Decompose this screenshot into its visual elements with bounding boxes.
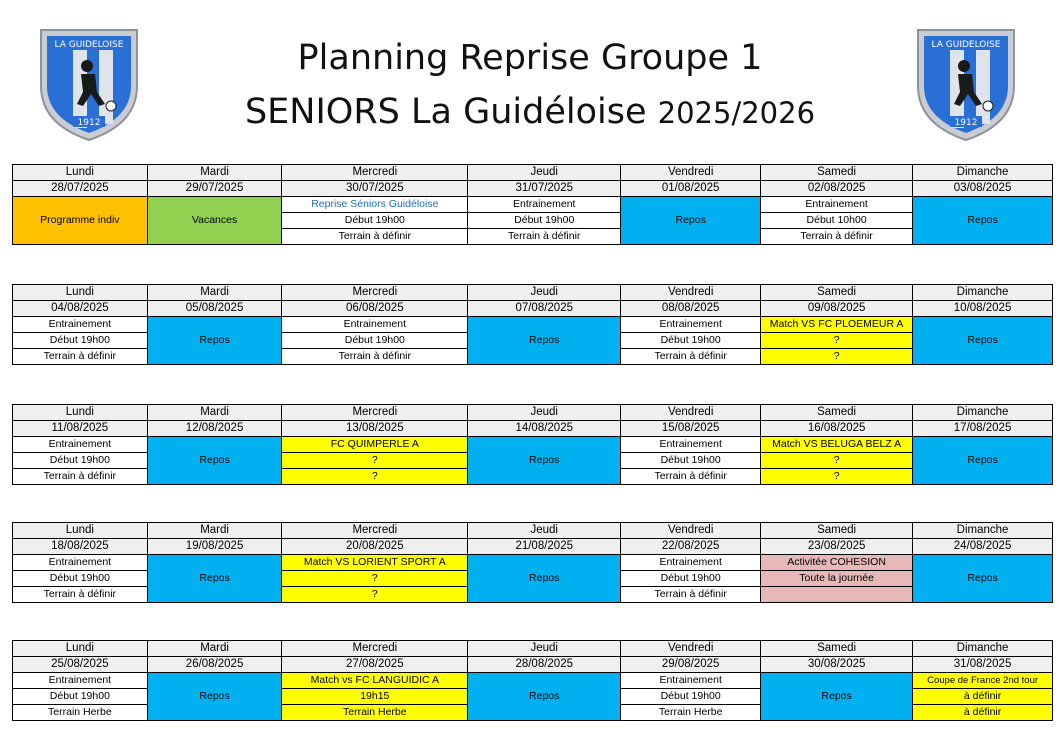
day-date: 08/08/2025 bbox=[621, 301, 761, 317]
day-date: 04/08/2025 bbox=[13, 301, 148, 317]
day-date: 19/08/2025 bbox=[147, 539, 282, 555]
merged-cell: Repos bbox=[468, 555, 621, 603]
merged-cell: Repos bbox=[761, 673, 913, 721]
activity-cell: ? bbox=[282, 469, 468, 485]
date-row bbox=[13, 301, 1053, 317]
activity-cell: Terrain à définir bbox=[621, 349, 761, 365]
day-name: Vendredi bbox=[621, 523, 761, 539]
week-table bbox=[12, 640, 1053, 721]
day-name: Mardi bbox=[147, 641, 282, 657]
day-name-row bbox=[13, 523, 1053, 539]
day-name: Lundi bbox=[13, 165, 148, 181]
day-date: 29/08/2025 bbox=[621, 657, 761, 673]
day-name: Jeudi bbox=[468, 165, 621, 181]
day-name: Mardi bbox=[147, 523, 282, 539]
club-logo-right bbox=[914, 26, 1018, 144]
day-name: Lundi bbox=[13, 641, 148, 657]
day-name: Dimanche bbox=[913, 523, 1053, 539]
day-name: Vendredi bbox=[621, 405, 761, 421]
day-date: 06/08/2025 bbox=[282, 301, 468, 317]
day-name: Dimanche bbox=[913, 405, 1053, 421]
activity-cell: Entrainement bbox=[13, 673, 148, 689]
day-name: Jeudi bbox=[468, 405, 621, 421]
day-date: 05/08/2025 bbox=[147, 301, 282, 317]
activity-cell: Terrain à définir bbox=[282, 229, 468, 245]
activity-cell: Terrain à définir bbox=[282, 349, 468, 365]
merged-cell: Repos bbox=[913, 555, 1053, 603]
day-date: 28/07/2025 bbox=[13, 181, 148, 197]
activity-cell: Toute la journée bbox=[761, 571, 913, 587]
activity-cell: Activitée COHESION bbox=[761, 555, 913, 571]
day-date: 12/08/2025 bbox=[147, 421, 282, 437]
activity-cell: ? bbox=[761, 453, 913, 469]
day-date: 26/08/2025 bbox=[147, 657, 282, 673]
club-logo-left bbox=[37, 26, 141, 144]
day-date: 13/08/2025 bbox=[282, 421, 468, 437]
activity-cell: FC QUIMPERLE A bbox=[282, 437, 468, 453]
day-date: 14/08/2025 bbox=[468, 421, 621, 437]
activity-cell: ? bbox=[761, 469, 913, 485]
day-name: Mercredi bbox=[282, 523, 468, 539]
day-name: Lundi bbox=[13, 405, 148, 421]
page-title: Planning Reprise Groupe 1 bbox=[297, 38, 763, 78]
logo-bottom-text: 1912 bbox=[77, 118, 101, 128]
activity-cell: Début 19h00 bbox=[282, 213, 468, 229]
schedule-row bbox=[13, 555, 1053, 571]
activity-cell: Entrainement bbox=[621, 673, 761, 689]
activity-cell: Terrain à définir bbox=[468, 229, 621, 245]
day-name: Mardi bbox=[147, 165, 282, 181]
activity-cell bbox=[761, 587, 913, 603]
day-date: 29/07/2025 bbox=[147, 181, 282, 197]
merged-cell: Repos bbox=[621, 197, 761, 245]
date-row bbox=[13, 657, 1053, 673]
activity-cell: Début 19h00 bbox=[13, 333, 148, 349]
activity-cell: Début 10h00 bbox=[761, 213, 913, 229]
activity-cell: Début 19h00 bbox=[13, 453, 148, 469]
merged-cell: Repos bbox=[468, 317, 621, 365]
day-date: 30/08/2025 bbox=[761, 657, 913, 673]
day-name: Mercredi bbox=[282, 405, 468, 421]
activity-cell: Terrain Herbe bbox=[282, 705, 468, 721]
activity-cell: Terrain à définir bbox=[621, 587, 761, 603]
day-name: Mardi bbox=[147, 405, 282, 421]
merged-cell: Repos bbox=[913, 437, 1053, 485]
day-date: 09/08/2025 bbox=[761, 301, 913, 317]
merged-cell: Repos bbox=[147, 317, 282, 365]
schedule-row bbox=[13, 197, 1053, 213]
day-date: 17/08/2025 bbox=[913, 421, 1053, 437]
day-name: Jeudi bbox=[468, 641, 621, 657]
day-date: 22/08/2025 bbox=[621, 539, 761, 555]
merged-cell: Vacances bbox=[147, 197, 282, 245]
day-date: 30/07/2025 bbox=[282, 181, 468, 197]
day-name: Mercredi bbox=[282, 641, 468, 657]
activity-cell: Début 19h00 bbox=[621, 571, 761, 587]
day-date: 24/08/2025 bbox=[913, 539, 1053, 555]
activity-cell: Entrainement bbox=[621, 437, 761, 453]
activity-cell: Début 19h00 bbox=[621, 689, 761, 705]
date-row bbox=[13, 181, 1053, 197]
day-date: 21/08/2025 bbox=[468, 539, 621, 555]
day-date: 01/08/2025 bbox=[621, 181, 761, 197]
activity-cell: ? bbox=[282, 587, 468, 603]
activity-cell: Entrainement bbox=[13, 437, 148, 453]
day-name-row bbox=[13, 285, 1053, 301]
activity-cell: Entrainement bbox=[621, 555, 761, 571]
merged-cell: Repos bbox=[147, 555, 282, 603]
activity-cell: ? bbox=[761, 333, 913, 349]
merged-cell: Programme indiv bbox=[13, 197, 148, 245]
day-name: Dimanche bbox=[913, 641, 1053, 657]
day-name-row bbox=[13, 641, 1053, 657]
activity-cell: ? bbox=[761, 349, 913, 365]
day-date: 03/08/2025 bbox=[913, 181, 1053, 197]
day-name: Jeudi bbox=[468, 285, 621, 301]
activity-cell: Début 19h00 bbox=[468, 213, 621, 229]
day-date: 11/08/2025 bbox=[13, 421, 148, 437]
day-date: 18/08/2025 bbox=[13, 539, 148, 555]
activity-cell: Match vs FC LANGUIDIC A bbox=[282, 673, 468, 689]
activity-cell: Match VS LORIENT SPORT A bbox=[282, 555, 468, 571]
activity-cell: à définir bbox=[913, 689, 1053, 705]
activity-cell: Match VS BELUGA BELZ A bbox=[761, 437, 913, 453]
merged-cell: Repos bbox=[147, 437, 282, 485]
day-name: Dimanche bbox=[913, 165, 1053, 181]
day-name: Vendredi bbox=[621, 641, 761, 657]
day-name-row bbox=[13, 165, 1053, 181]
day-date: 15/08/2025 bbox=[621, 421, 761, 437]
logo-bottom-text: 1912 bbox=[954, 118, 978, 128]
day-date: 23/08/2025 bbox=[761, 539, 913, 555]
merged-cell: Repos bbox=[468, 437, 621, 485]
activity-cell: Reprise Séniors Guidéloise bbox=[282, 197, 468, 213]
day-name: Samedi bbox=[761, 285, 913, 301]
day-name: Vendredi bbox=[621, 285, 761, 301]
season-year: 2025/2026 bbox=[657, 96, 816, 130]
activity-cell: Début 19h00 bbox=[621, 333, 761, 349]
subtitle-text: SENIORS La Guidéloise bbox=[244, 92, 647, 132]
activity-cell: Terrain à définir bbox=[761, 229, 913, 245]
activity-cell: Début 19h00 bbox=[621, 453, 761, 469]
logo-top-text: LA GUIDELOISE bbox=[931, 40, 1001, 50]
day-name: Vendredi bbox=[621, 165, 761, 181]
day-date: 27/08/2025 bbox=[282, 657, 468, 673]
activity-cell: Début 19h00 bbox=[13, 571, 148, 587]
day-date: 16/08/2025 bbox=[761, 421, 913, 437]
activity-cell: 19h15 bbox=[282, 689, 468, 705]
activity-cell: Entrainement bbox=[621, 317, 761, 333]
day-name: Samedi bbox=[761, 165, 913, 181]
activity-cell: Début 19h00 bbox=[13, 689, 148, 705]
activity-cell: Match VS FC PLOEMEUR A bbox=[761, 317, 913, 333]
activity-cell: Entrainement bbox=[282, 317, 468, 333]
schedule-row bbox=[13, 437, 1053, 453]
day-date: 20/08/2025 bbox=[282, 539, 468, 555]
day-name: Dimanche bbox=[913, 285, 1053, 301]
logo-top-text: LA GUIDELOISE bbox=[54, 40, 124, 50]
week-table bbox=[12, 404, 1053, 485]
activity-cell: Entrainement bbox=[761, 197, 913, 213]
activity-cell: ? bbox=[282, 453, 468, 469]
activity-cell: Entrainement bbox=[13, 555, 148, 571]
page-subtitle bbox=[200, 92, 860, 132]
week-table bbox=[12, 284, 1053, 365]
day-name: Jeudi bbox=[468, 523, 621, 539]
day-name: Mardi bbox=[147, 285, 282, 301]
day-name: Mercredi bbox=[282, 165, 468, 181]
day-date: 07/08/2025 bbox=[468, 301, 621, 317]
activity-cell: Terrain Herbe bbox=[13, 705, 148, 721]
day-name: Samedi bbox=[761, 405, 913, 421]
day-name: Samedi bbox=[761, 641, 913, 657]
day-name-row bbox=[13, 405, 1053, 421]
activity-cell: Terrain à définir bbox=[13, 469, 148, 485]
week-table bbox=[12, 164, 1053, 245]
day-date: 02/08/2025 bbox=[761, 181, 913, 197]
day-name: Samedi bbox=[761, 523, 913, 539]
schedule-row bbox=[13, 317, 1053, 333]
day-date: 10/08/2025 bbox=[913, 301, 1053, 317]
day-date: 31/07/2025 bbox=[468, 181, 621, 197]
activity-cell: Terrain Herbe bbox=[621, 705, 761, 721]
activity-cell: Terrain à définir bbox=[621, 469, 761, 485]
day-name: Lundi bbox=[13, 285, 148, 301]
merged-cell: Repos bbox=[468, 673, 621, 721]
merged-cell: Repos bbox=[147, 673, 282, 721]
activity-cell: Terrain à définir bbox=[13, 587, 148, 603]
activity-cell: Début 19h00 bbox=[282, 333, 468, 349]
activity-cell: Terrain à définir bbox=[13, 349, 148, 365]
day-name: Lundi bbox=[13, 523, 148, 539]
activity-cell: Entrainement bbox=[13, 317, 148, 333]
day-date: 25/08/2025 bbox=[13, 657, 148, 673]
merged-cell: Repos bbox=[913, 317, 1053, 365]
activity-cell: ? bbox=[282, 571, 468, 587]
day-date: 28/08/2025 bbox=[468, 657, 621, 673]
merged-cell: Repos bbox=[913, 197, 1053, 245]
date-row bbox=[13, 539, 1053, 555]
day-name: Mercredi bbox=[282, 285, 468, 301]
schedule-row bbox=[13, 673, 1053, 689]
day-date: 31/08/2025 bbox=[913, 657, 1053, 673]
activity-cell: Coupe de France 2nd tour bbox=[913, 673, 1053, 689]
week-table bbox=[12, 522, 1053, 603]
activity-cell: Entrainement bbox=[468, 197, 621, 213]
activity-cell: à définir bbox=[913, 705, 1053, 721]
date-row bbox=[13, 421, 1053, 437]
